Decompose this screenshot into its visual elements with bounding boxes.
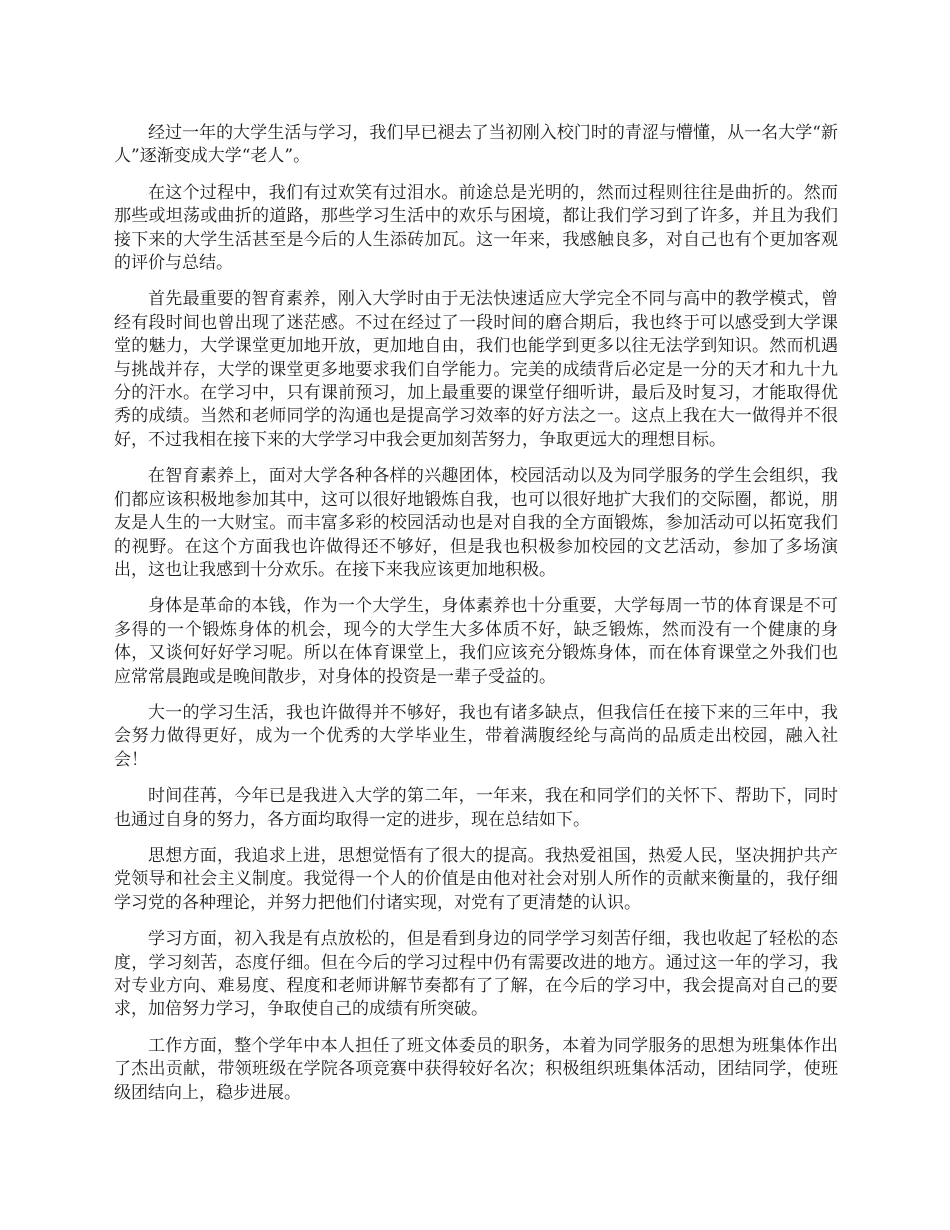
paragraph: 学习方面，初入我是有点放松的，但是看到身边的同学学习刻苦仔细，我也收起了轻松的态度，学习刻苦，态度仔细。但在今后的学习过程中仍有需要改进的地方。通过这一年的学习，我对专业方向、难易度、程度和老师讲解节奏都有了了解，在今后的学习中，我会提高对自己的要求，加倍努力学习，争取使自己的成绩有所突破。 bbox=[114, 929, 838, 1020]
paragraph: 思想方面，我追求上进，思想觉悟有了很大的提高。我热爱祖国，热爱人民，坚决拥护共产党领导和社会主义制度。我觉得一个人的价值是由他对社会对别人所作的贡献来衡量的，我仔细学习党的各种理论，并努力把他们付诸实现，对党有了更清楚的认识。 bbox=[114, 845, 838, 913]
paragraph: 工作方面，整个学年中本人担任了班文体委员的职务，本着为同学服务的思想为班集体作出了杰出贡献，带领班级在学院各项竞赛中获得较好名次；积极组织班集体活动，团结同学，使班级团结向上，稳步进展。 bbox=[114, 1035, 838, 1103]
paragraph: 大一的学习生活，我也许做得并不够好，我也有诸多缺点，但我信任在接下来的三年中，我会努力做得更好，成为一个优秀的大学毕业生，带着满腹经纶与高尚的品质走出校园，融入社会！ bbox=[114, 702, 838, 770]
paragraph: 在这个过程中，我们有过欢笑有过泪水。前途总是光明的，然而过程则往往是曲折的。然而那些或坦荡或曲折的道路，那些学习生活中的欢乐与困境，都让我们学习到了许多，并且为我们接下来的大学生活甚至是今后的人生添砖加瓦。这一年来，我感触良多，对自己也有个更加客观的评价与总结。 bbox=[114, 182, 838, 274]
paragraph: 经过一年的大学生活与学习，我们早已褪去了当初刚入校门时的青涩与懵懂，从一名大学“新人”逐渐变成大学“老人”。 bbox=[114, 123, 838, 167]
paragraph: 时间荏苒，今年已是我进入大学的第二年，一年来，我在和同学们的关怀下、帮助下，同时也通过自身的努力，各方面均取得一定的进步，现在总结如下。 bbox=[114, 786, 838, 830]
paragraph: 首先最重要的智育素养，刚入大学时由于无法快速适应大学完全不同与高中的教学模式，曾经有段时间也曾出现了迷茫感。不过在经过了一段时间的磨合期后，我也终于可以感受到大学课堂的魅力，大学课堂更加地开放，更加地自由，我们也能学到更多以往无法学到知识。然而机遇与挑战并存，大学的课堂更多地要求我们自学能力。完美的成绩背后必定是一分的天才和九十九分的汗水。在学习中，只有课前预习，加上最重要的课堂仔细听讲，最后及时复习，才能取得优秀的成绩。当然和老师同学的沟通也是提高学习效率的好方法之一。这点上我在大一做得并不很好，不过我相在接下来的大学学习中我会更加刻苦努力，争取更远大的理想目标。 bbox=[114, 289, 838, 450]
paragraph: 身体是革命的本钱，作为一个大学生，身体素养也十分重要，大学每周一节的体育课是不可多得的一个锻炼身体的机会，现今的大学生大多体质不好，缺乏锻炼，然而没有一个健康的身体，又谈何好好学习呢。所以在体育课堂上，我们应该充分锻炼身体，而在体育课堂之外我们也应常常晨跑或是晚间散步，对身体的投资是一辈子受益的。 bbox=[114, 596, 838, 687]
document-body bbox=[114, 122, 838, 1118]
paragraph: 在智育素养上，面对大学各种各样的兴趣团体，校园活动以及为同学服务的学生会组织，我们都应该积极地参加其中，这可以很好地锻炼自我，也可以很好地扩大我们的交际圈，都说，朋友是人生的一大财宝。而丰富多彩的校园活动也是对自我的全方面锻炼，参加活动可以拓宽我们的视野。在这个方面我也许做得还不够好，但是我也积极参加校园的文艺活动，参加了多场演出，这也让我感到十分欢乐。在接下来我应该更加地积极。 bbox=[114, 466, 838, 580]
